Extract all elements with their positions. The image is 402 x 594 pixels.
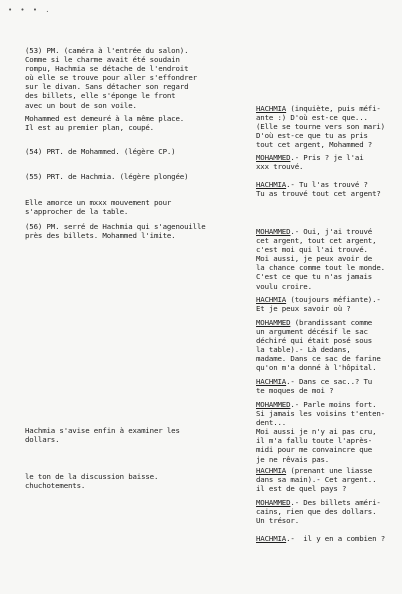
- speaker-name: HACHMIA: [256, 104, 287, 113]
- speaker-name: MOHAMMED: [256, 498, 291, 507]
- stage-direction-shot-56: (56) PM. serré de Hachmia qui s'agenouille près des billets. Mohammed l'imite.: [25, 222, 206, 241]
- dialogue-block: MOHAMMED.- Des billets améri- cains, rien que des dollars. Un trésor.: [256, 498, 381, 526]
- stage-direction-shot-54: (54) PRT. de Mohammed. (légère CP.): [25, 147, 176, 156]
- dialogue-block: HACHMIA.- il y en a combien ?: [256, 534, 385, 543]
- stage-direction-tone: le ton de la discussion baisse. chuchotements.: [25, 472, 159, 491]
- dialogue-block: MOHAMMED (brandissant comme un argument décésif le sac déchiré qui était posé sous la table).- Là dedans, madame. Dans ce sac de farine qu'on m'a donné à l'hôpital.: [256, 318, 381, 373]
- dialogue-block: MOHAMMED.- Parle moins fort. Si jamais les voisins t'enten- dent... Moi aussi je n'y ai pas cru, il m'a fallu toute l'après- midi pour me convaincre que je ne rêvais pas.: [256, 400, 385, 464]
- speaker-name: HACHMIA: [256, 180, 287, 189]
- stage-direction-she-moves: Elle amorce un mxxx mouvement pour s'approcher de la table.: [25, 198, 172, 217]
- stage-direction-shot-55: (55) PRT. de Hachmia. (légère plongée): [25, 172, 189, 181]
- dialogue-block: HACHMIA (inquiète, puis méfi- ante :) D'où est-ce que... (Elle se tourne vers son mari) D'où est-ce que tu as pris tout cet argent, Mohammed ?: [256, 104, 385, 150]
- speaker-name: HACHMIA: [256, 295, 287, 304]
- speaker-name: HACHMIA: [256, 377, 287, 386]
- dialogue-block: MOHAMMED.- Pris ? je l'ai xxx trouvé.: [256, 153, 364, 172]
- stage-direction-shot-53: (53) PM. (caméra à l'entrée du salon). Comme si le charme avait été soudain rompu, Hachmia se détache de l'endroit où elle se trouve pour aller s'effondrer sur le divan. Sans détacher son regard des billets, elle s'éponge le front avec un bout de son voile.: [25, 46, 197, 110]
- dialogue-block: HACHMIA.- Tu l'as trouvé ? Tu as trouvé tout cet argent?: [256, 180, 381, 199]
- stage-direction-mohammed-stays: Mohammed est demeuré à la même place. Il est au premier plan, coupé.: [25, 114, 185, 133]
- speaker-name: MOHAMMED: [256, 318, 291, 327]
- dialogue-block: HACHMIA (prenant une liasse dans sa main).- Cet argent.. il est de quel pays ?: [256, 466, 377, 494]
- speaker-name: HACHMIA: [256, 466, 287, 475]
- speaker-name: HACHMIA: [256, 534, 287, 543]
- dialogue-block: HACHMIA.- Dans ce sac..? Tu te moques de moi ?: [256, 377, 373, 396]
- speaker-name: MOHAMMED: [256, 153, 291, 162]
- speaker-name: MOHAMMED: [256, 400, 291, 409]
- dialogue-block: HACHMIA (toujours méfiante).- Et je peux savoir où ?: [256, 295, 381, 314]
- page-marks: • • • .: [8, 6, 52, 14]
- dialogue-block: MOHAMMED.- Oui, j'ai trouvé cet argent, tout cet argent, c'est moi qui l'ai trouvé. Moi aussi, je peux avoir de la chance comme tout le monde. C'est ce que tu n'as jamais voulu croire.: [256, 227, 385, 291]
- speaker-name: MOHAMMED: [256, 227, 291, 236]
- stage-direction-examine: Hachmia s'avise enfin à examiner les dollars.: [25, 426, 180, 445]
